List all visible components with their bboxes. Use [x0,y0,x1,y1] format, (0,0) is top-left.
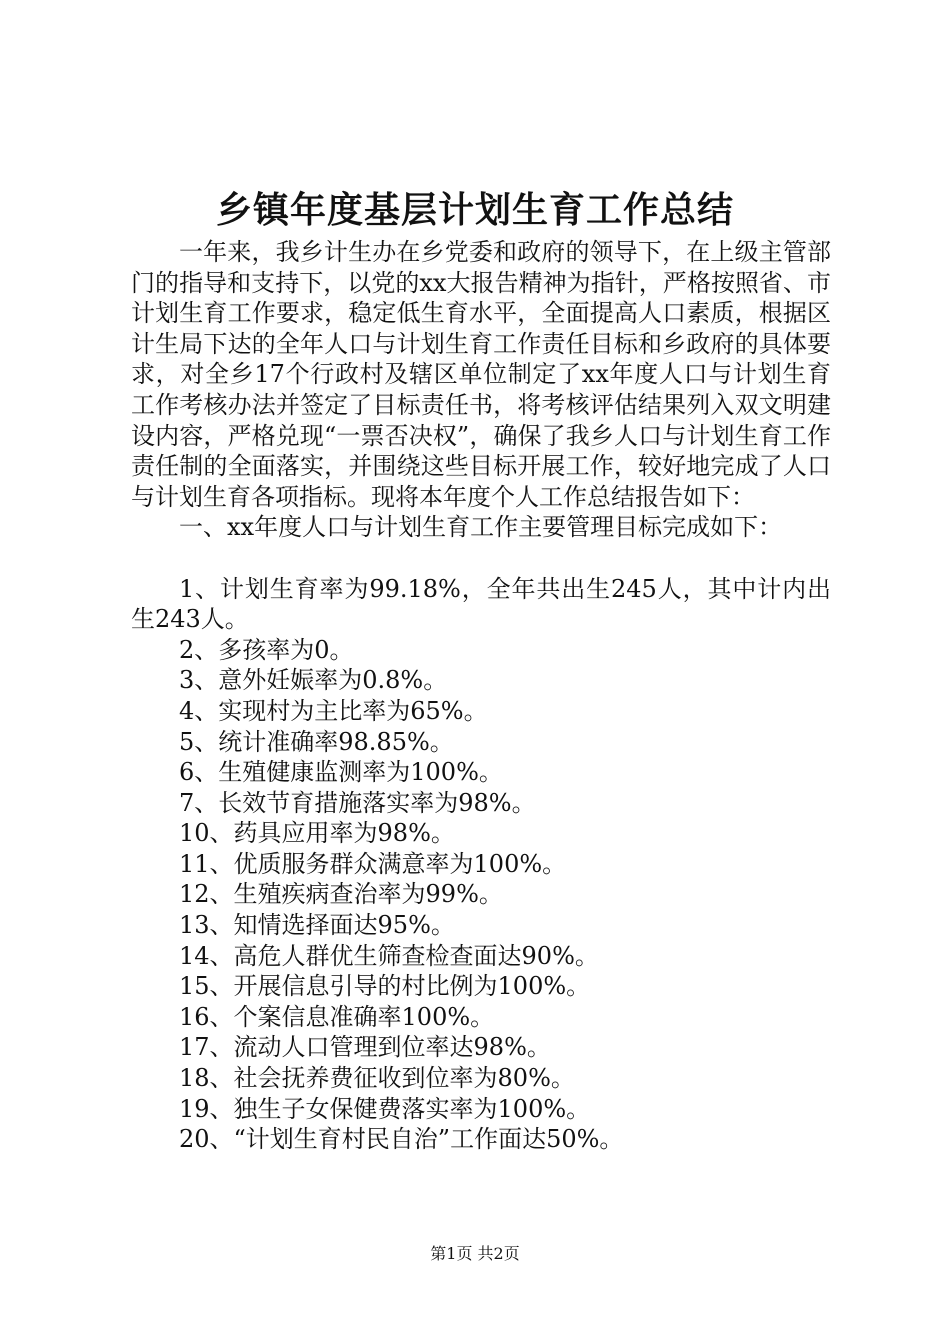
section-heading: 一、xx年度人口与计划生育工作主要管理目标完成如下： [179,513,783,542]
list-item: 19、独生子女保健费落实率为100%。 [179,1094,591,1123]
intro-paragraph: 一年来，我乡计生办在乡党委和政府的领导下，在上级主管部门的指导和支持下，以党的xx大报告精神为指针，严格按照省、市计划生育工作要求，稳定低生育水平，全面提高人口素质，根据区计生局下达的全年人口与计划生育工作责任目标和乡政府的具体要求，对全乡17个行政村及辖区单位制定了xx年度人口与计划生育工作考核办法并签定了目标责任书，将考核评估结果列入双文明建设内容，严格兑现“一票否决权”，确保了我乡人口与计划生育工作责任制的全面落实，并围绕这些目标开展工作，较好地完成了人口与计划生育各项指标。现将本年度个人工作总结报告如下： [131,238,831,511]
blank-line [131,543,831,574]
list-item: 15、开展信息引导的村比例为100%。 [179,972,591,1001]
list-item: 12、生殖疾病查治率为99%。 [179,880,503,909]
document-body [131,237,831,1155]
list-item: 10、药具应用率为98%。 [179,819,455,848]
list-item: 16、个案信息准确率100%。 [179,1002,495,1031]
list-item: 11、优质服务群众满意率为100%。 [179,849,567,878]
list-item: 4、实现村为主比率为65%。 [179,696,488,725]
list-item: 3、意外妊娠率为0.8%。 [179,666,448,695]
list-item: 18、社会抚养费征收到位率为80%。 [179,1064,575,1093]
list-item: 5、统计准确率98.85%。 [179,727,454,756]
list-item: 13、知情选择面达95%。 [179,911,455,940]
list-item: 17、流动人口管理到位率达98%。 [179,1033,551,1062]
target-list [131,574,831,1155]
list-item: 6、生殖健康监测率为100%。 [179,758,503,787]
page-footer: 第1页 共2页 [430,1244,520,1263]
list-item: 20、“计划生育村民自治”工作面达50%。 [179,1125,624,1154]
list-item: 2、多孩率为0。 [179,635,354,664]
list-item: 1、计划生育率为99.18%，全年共出生245人，其中计内出生243人。 [131,574,831,634]
document-title: 乡镇年度基层计划生育工作总结 [215,189,734,231]
list-item: 14、高危人群优生筛查检查面达90%。 [179,941,599,970]
list-item: 7、长效节育措施落实率为98%。 [179,788,536,817]
